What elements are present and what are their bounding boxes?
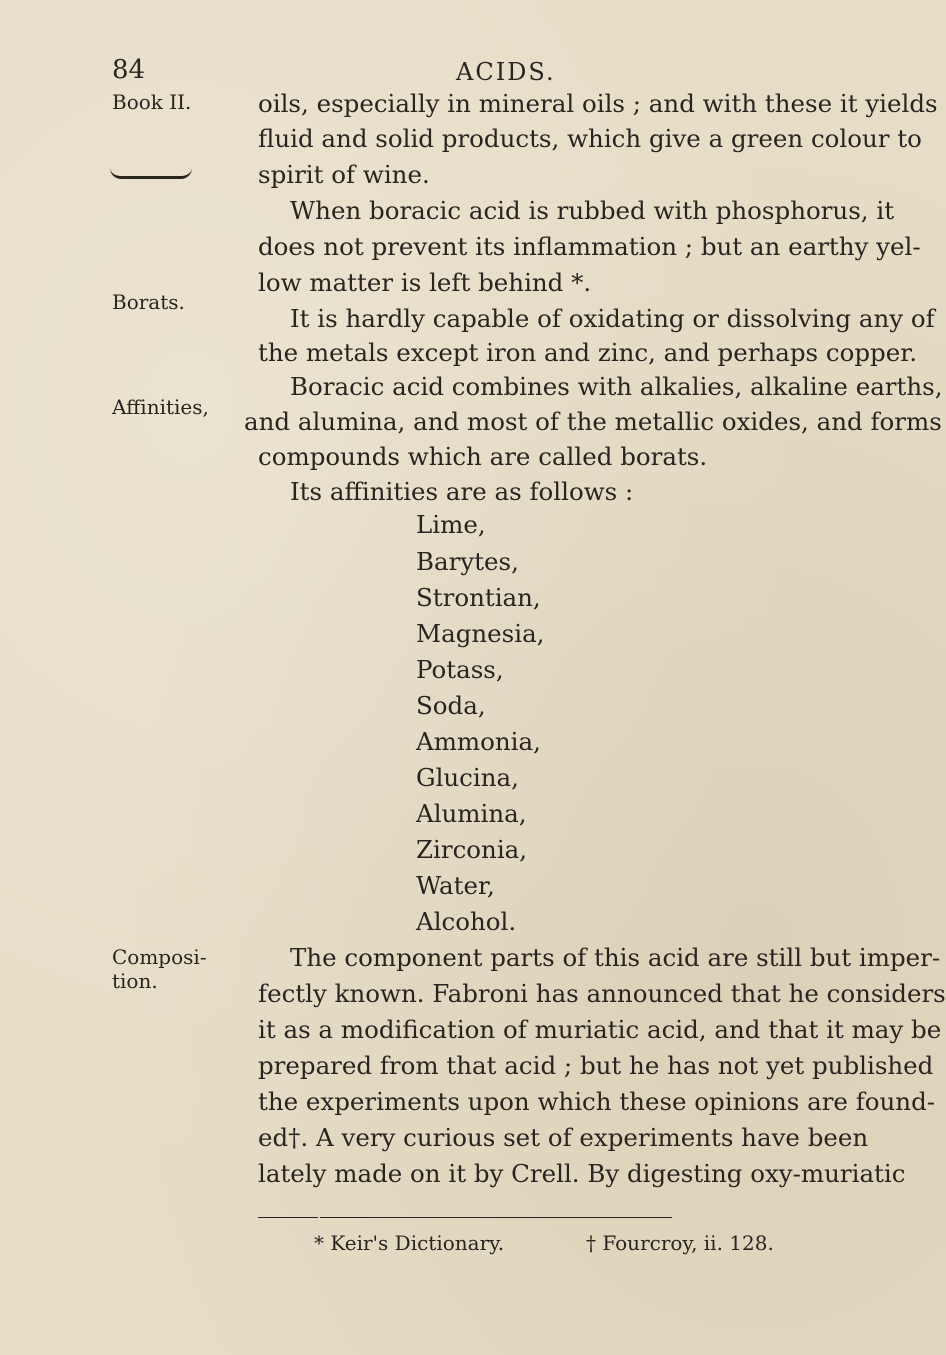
text-line: fluid and solid products, which give a green colour to [258,124,922,153]
text-line: Its affinities are as follows : [290,477,634,506]
text-line: It is hardly capable of oxidating or dissolving any of [290,304,935,333]
margin-note-affinities: Affinities, [112,395,209,419]
list-item: Ammonia, [416,727,541,756]
list-item: Zirconia, [416,835,528,864]
text-line: When boracic acid is rubbed with phosphorus, it [290,196,895,225]
text-line: low matter is left behind *. [258,268,592,297]
running-title: ACIDS. [456,58,556,86]
text-line: ed†. A very curious set of experiments have been [258,1123,869,1152]
page-number: 84 [112,55,146,85]
text-line: the metals except iron and zinc, and perhaps copper. [258,338,918,367]
margin-note-borats: Borats. [112,290,185,314]
text-line: compounds which are called borats. [258,442,708,471]
text-line: it as a modification of muriatic acid, and that it may be [258,1015,942,1044]
list-item: Soda, [416,691,486,720]
list-item: Strontian, [416,583,541,612]
text-line: and alumina, and most of the metallic oxides, and forms [244,407,942,436]
list-item: Alcohol. [416,907,517,936]
margin-note-composition-2: tion. [112,969,158,993]
footnote-left: * Keir's Dictionary. [314,1231,505,1255]
text-line: the experiments upon which these opinions are found- [258,1087,936,1116]
text-line: lately made on it by Crell. By digesting oxy-muriatic [258,1159,906,1188]
list-item: Potass, [416,655,504,684]
list-item: Barytes, [416,547,519,576]
footnote-rule [320,1217,672,1218]
margin-note-composition-1: Composi- [112,945,207,969]
list-item: Alumina, [416,799,527,828]
text-line: fectly known. Fabroni has announced that he considers [258,979,946,1008]
footnote-right: † Fourcroy, ii. 128. [586,1231,774,1255]
footnote-rule-start [258,1217,318,1218]
list-item: Water, [416,871,495,900]
brace-mark [110,168,192,179]
margin-note-book: Book II. [112,90,192,114]
list-item: Lime, [416,510,486,539]
text-line: spirit of wine. [258,160,430,189]
list-item: Magnesia, [416,619,545,648]
list-item: Glucina, [416,763,519,792]
text-line: The component parts of this acid are still but imper- [290,943,941,972]
text-line: oils, especially in mineral oils ; and with these it yields [258,89,938,118]
text-line: Boracic acid combines with alkalies, alkaline earths, [290,372,943,401]
text-line: prepared from that acid ; but he has not yet published [258,1051,934,1080]
text-line: does not prevent its inflammation ; but an earthy yel- [258,232,921,261]
